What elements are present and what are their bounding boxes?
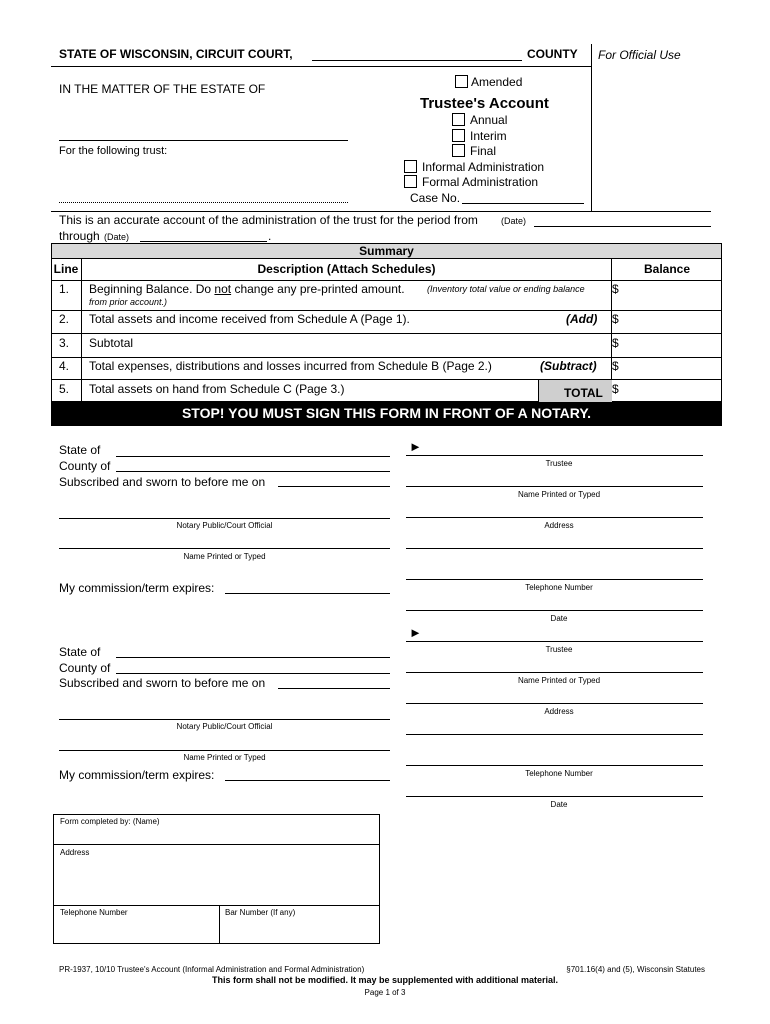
completed-by-address-field[interactable]: [54, 858, 379, 904]
col-desc-header: Description (Attach Schedules): [257, 262, 436, 276]
footer-statutes: §701.16(4) and (5), Wisconsin Statutes: [566, 965, 705, 974]
notary-1-commission-label: My commission/term expires:: [59, 581, 215, 595]
formal-administration-checkbox[interactable]: [404, 175, 417, 188]
footer-page-number: Page 1 of 3: [364, 988, 406, 997]
trustee-2-date-label: Date: [550, 800, 568, 809]
trustee-1-address-field-2[interactable]: [406, 548, 703, 549]
trust-name-field[interactable]: [59, 202, 348, 203]
interim-label: Interim: [470, 129, 507, 143]
period-text: This is an accurate account of the administration of the trust for the period from: [59, 213, 478, 227]
trustee-2-telephone-field[interactable]: [406, 765, 703, 766]
period-end-date-label: (Date): [104, 232, 130, 242]
trustee-2-signature-field[interactable]: [406, 641, 703, 642]
interim-checkbox[interactable]: [452, 129, 465, 142]
footer-not-modified: This form shall not be modified. It may be supplemented with additional material.: [211, 975, 559, 985]
final-checkbox[interactable]: [452, 144, 465, 157]
row-5-balance-field[interactable]: [622, 380, 721, 401]
notary-1-state-label: State of: [59, 443, 101, 457]
trustee-1-telephone-field[interactable]: [406, 579, 703, 580]
trustee-1-address-label: Address: [544, 521, 574, 530]
row-2-number: 2.: [59, 312, 70, 326]
notary-warning-text: STOP! YOU MUST SIGN THIS FORM IN FRONT OF A NOTARY.: [181, 405, 592, 421]
official-use-divider: [591, 44, 592, 212]
period-start-date-label: (Date): [501, 216, 527, 226]
row-2-description: Total assets and income received from Schedule A (Page 1).: [89, 312, 410, 326]
row-1-dollar: $: [612, 282, 619, 296]
row-2-balance-field[interactable]: [622, 311, 721, 332]
court-label: STATE OF WISCONSIN, CIRCUIT COURT,: [59, 47, 293, 61]
row-4-number: 4.: [59, 359, 70, 373]
notary-1-name-label: Name Printed or Typed: [183, 552, 266, 561]
row-1-note: (Inventory total value or ending balance: [427, 284, 585, 294]
case-no-label: Case No.: [410, 191, 461, 205]
row-2-dollar: $: [612, 312, 619, 326]
trustee-1-name-field[interactable]: [406, 486, 703, 487]
row-4-description: Total expenses, distributions and losses incurred from Schedule B (Page 2.): [89, 359, 492, 373]
trustee-2-date-field[interactable]: [406, 796, 703, 797]
notary-1-signature-field[interactable]: [59, 518, 390, 519]
estate-name-field[interactable]: [59, 140, 348, 141]
trustee-1-sign-arrow-icon: ►: [409, 439, 422, 454]
formal-administration-label: Formal Administration: [422, 175, 539, 189]
trustee-2-label: Trustee: [545, 645, 573, 654]
row-2-tag: (Add): [566, 312, 598, 326]
circuit-court-county-field[interactable]: [312, 60, 522, 61]
period-end-punct: .: [268, 229, 272, 243]
notary-1-county-label: County of: [59, 459, 111, 473]
notary-1-subscribed-label: Subscribed and sworn to before me on: [59, 475, 266, 489]
notary-1-county-field[interactable]: [116, 471, 390, 472]
trustee-2-name-label: Name Printed or Typed: [517, 676, 601, 685]
completed-by-telephone-field[interactable]: [54, 918, 218, 943]
informal-administration-label: Informal Administration: [422, 160, 545, 174]
notary-2-state-field[interactable]: [116, 657, 390, 658]
notary-2-official-label: Notary Public/Court Official: [176, 722, 273, 731]
row-5-tag: TOTAL: [564, 386, 603, 400]
trustee-1-address-field[interactable]: [406, 517, 703, 518]
trustee-1-label: Trustee: [545, 459, 573, 468]
notary-2-county-field[interactable]: [116, 673, 390, 674]
county-label: COUNTY: [527, 47, 578, 61]
estate-of-label: IN THE MATTER OF THE ESTATE OF: [59, 82, 266, 96]
trustee-2-address-field-2[interactable]: [406, 734, 703, 735]
annual-label: Annual: [470, 113, 508, 127]
row-4-dollar: $: [612, 359, 619, 373]
informal-administration-checkbox[interactable]: [404, 160, 417, 173]
trustee-2-telephone-label: Telephone Number: [525, 769, 593, 778]
notary-2-sworn-date-field[interactable]: [278, 688, 390, 689]
amended-label: Amended: [471, 75, 523, 89]
trustee-2-address-label: Address: [544, 707, 574, 716]
following-trust-label: For the following trust:: [59, 145, 168, 157]
notary-2-name-label: Name Printed or Typed: [183, 753, 266, 762]
notary-1-sworn-date-field[interactable]: [278, 486, 390, 487]
notary-2-subscribed-label: Subscribed and sworn to before me on: [59, 676, 266, 690]
period-end-date-field[interactable]: [140, 241, 267, 242]
official-use-label: For Official Use: [598, 48, 681, 62]
header-bottom-divider: [51, 211, 711, 212]
trustee-1-telephone-label: Telephone Number: [525, 583, 593, 592]
notary-1-name-field[interactable]: [59, 548, 390, 549]
annual-checkbox[interactable]: [452, 113, 465, 126]
amended-checkbox[interactable]: [455, 75, 468, 88]
period-start-date-field[interactable]: [534, 226, 711, 227]
trustee-1-date-field[interactable]: [406, 610, 703, 611]
trustee-1-signature-field[interactable]: [406, 455, 703, 456]
row-3-description: Subtotal: [89, 336, 134, 350]
notary-1-state-field[interactable]: [116, 456, 390, 457]
row-1-number: 1.: [59, 282, 70, 296]
notary-1-official-label: Notary Public/Court Official: [176, 521, 273, 530]
header-divider: [51, 66, 591, 67]
notary-2-name-field[interactable]: [59, 750, 390, 751]
row-1-not: not: [214, 282, 232, 296]
row-1-balance-field[interactable]: [622, 281, 721, 309]
row-3-number: 3.: [59, 336, 70, 350]
completed-by-telephone-label: Telephone Number: [60, 908, 128, 917]
notary-1-commission-field[interactable]: [225, 593, 390, 594]
row-5-description: Total assets on hand from Schedule C (Page 3.): [89, 382, 345, 396]
row-1-note-2: from prior account.): [89, 297, 168, 307]
completed-by-bar-number-field[interactable]: [220, 918, 379, 943]
completed-by-bar-number-label: Bar Number (If any): [225, 908, 296, 917]
completed-by-divider: [53, 844, 380, 845]
row-3-balance-field[interactable]: [622, 334, 721, 356]
completed-by-name-field[interactable]: [54, 827, 379, 844]
footer-form-id: PR-1937, 10/10 Trustee's Account (Informal Administration and Formal Administration): [59, 965, 365, 974]
completed-by-address-label: Address: [60, 848, 90, 857]
row-5-dollar: $: [612, 382, 619, 396]
row-1-description: [89, 282, 405, 296]
row-3-dollar: $: [612, 336, 619, 350]
row-4-balance-field[interactable]: [622, 358, 721, 378]
completed-by-name-label: Form completed by: (Name): [60, 817, 160, 826]
notary-2-commission-label: My commission/term expires:: [59, 768, 215, 782]
final-label: Final: [470, 144, 497, 158]
trustee-1-date-label: Date: [550, 614, 568, 623]
trustee-2-address-field[interactable]: [406, 703, 703, 704]
row-5-number: 5.: [59, 382, 70, 396]
trustee-2-sign-arrow-icon: ►: [409, 625, 422, 640]
form-title: Trustee's Account: [420, 95, 549, 112]
col-balance-header: Balance: [643, 262, 691, 276]
notary-2-county-label: County of: [59, 661, 111, 675]
row-1-desc-text: Beginning Balance. Do: [89, 282, 215, 296]
row-4-tag: (Subtract): [540, 359, 597, 373]
through-label: through: [59, 229, 100, 243]
completed-by-divider: [53, 905, 380, 906]
summary-title: Summary: [359, 244, 414, 258]
row-1-desc-text-2: change any pre-printed amount.: [231, 282, 405, 296]
notary-2-commission-field[interactable]: [225, 780, 390, 781]
notary-2-signature-field[interactable]: [59, 719, 390, 720]
trustee-1-name-label: Name Printed or Typed: [517, 490, 601, 499]
col-line-header: Line: [53, 262, 79, 276]
case-no-field[interactable]: [462, 203, 584, 204]
trustee-2-name-field[interactable]: [406, 672, 703, 673]
notary-2-state-label: State of: [59, 645, 101, 659]
